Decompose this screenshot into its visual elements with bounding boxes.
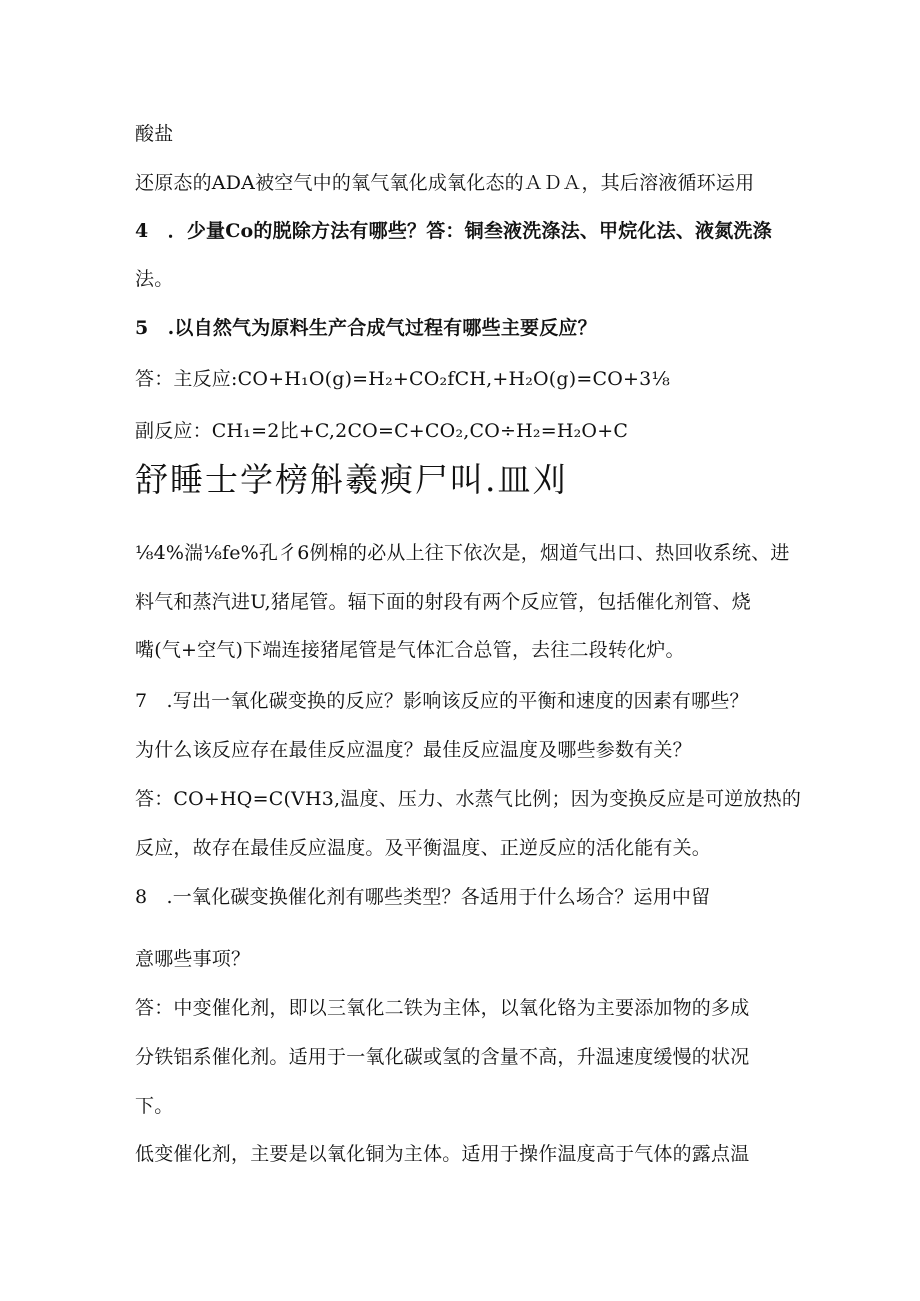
- text-line-ada: 还原态的ADA被空气中的氧气氧化成氧化态的ＡＤＡ，其后溶液循环运用: [135, 172, 755, 194]
- question-7: 7 .写出一氧化碳变换的反应？影响该反应的平衡和速度的因素有哪些？: [135, 690, 749, 712]
- answer-8-cont: 分铁铝系催化剂。适用于一氧化碳或氢的含量不高，升温速度缓慢的状况: [135, 1046, 750, 1068]
- answer-side-reaction: 副反应：CH₁=2比+C,2CO=C+CO₂,CO÷H₂=H₂O+C: [135, 420, 629, 442]
- question-5: 5 .以自然气为原料生产合成气过程有哪些主要反应？: [135, 317, 597, 339]
- question-8: 8 .一氧化碳变换催化剂有哪些类型？各适用于什么场合？运用中留: [135, 886, 711, 908]
- text-line-furnace-1: ⅛4%湍⅛fe%孔彳6例棉的必从上往下依次是，烟道气出口、热回收系统、进: [135, 542, 790, 564]
- answer-main-reaction: 答：主反应:CO+H₁O(g)=H₂+CO₂fCH,+H₂O(g)=CO+3⅛: [135, 368, 671, 390]
- answer-7: 答：CO+HQ=C(VH3,温度、压力、水蒸气比例；因为变换反应是可逆放热的: [135, 788, 802, 810]
- question-8-cont: 意哪些事项？: [135, 948, 251, 970]
- text-line-low-shift: 低变催化剂，主要是以氧化铜为主体。适用于操作温度高于气体的露点温: [135, 1143, 750, 1165]
- answer-8: 答：中变催化剂，即以三氧化二铁为主体，以氧化铬为主要添加物的多成: [135, 997, 750, 1019]
- garbled-heading: 舒睡士学榜斛羲瘐尸叫.皿刈: [135, 460, 568, 499]
- text-line-method: 法。: [135, 268, 174, 290]
- text-line-furnace-3: 嘴(气+空气)下端连接猪尾管是气体汇合总管，去往二段转化炉。: [135, 639, 685, 661]
- text-line-acid-salt: 酸盐: [135, 123, 174, 145]
- text-line-furnace-2: 料气和蒸汽进U,猪尾管。辐下面的射段有两个反应管，包括催化剂管、烧: [135, 591, 751, 613]
- question-7-cont: 为什么该反应存在最佳反应温度？最佳反应温度及哪些参数有关？: [135, 739, 692, 761]
- answer-8-end: 下。: [135, 1095, 174, 1117]
- answer-7-cont: 反应，故存在最佳反应温度。及平衡温度、正逆反应的活化能有关。: [135, 837, 712, 859]
- question-4: 4 ．少量Co的脱除方法有哪些？答：铜叁液洗涤法、甲烷化法、液氮洗涤: [135, 220, 772, 242]
